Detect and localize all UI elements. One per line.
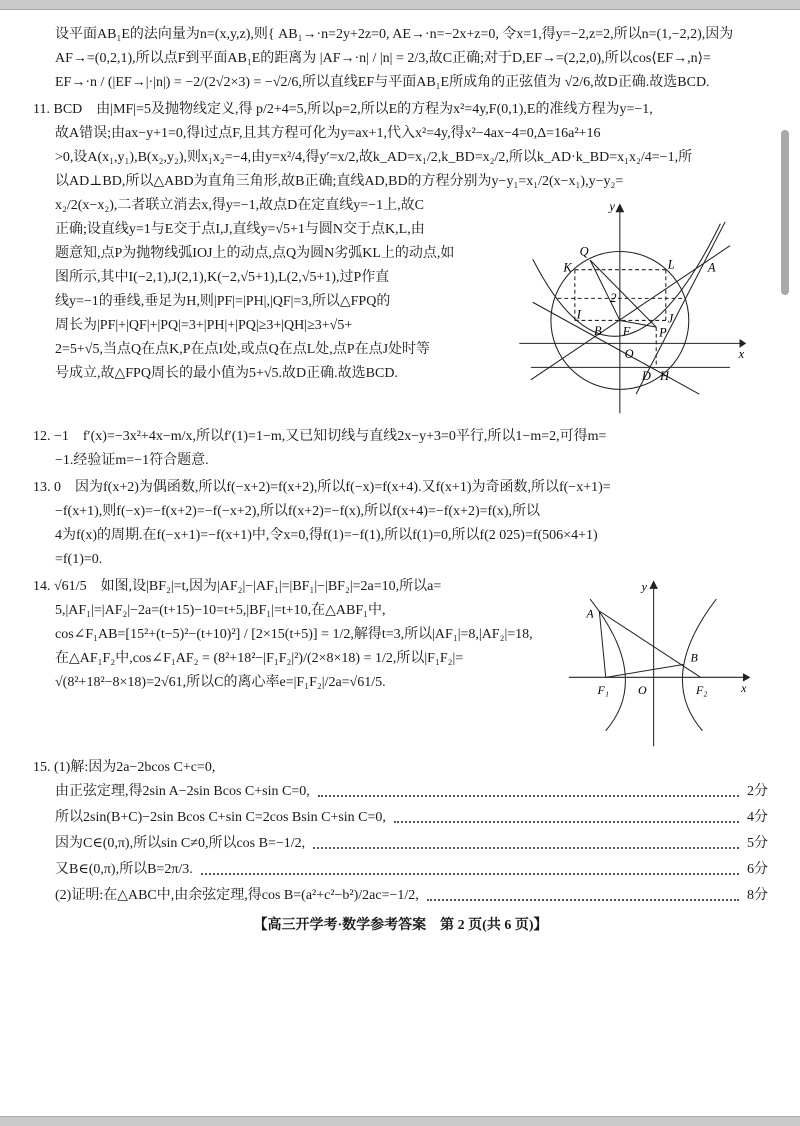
q10-line: 设平面AB₁E的法向量为n=(x,y,z),则{ AB₁→·n=2y+2z=0, AE→·n=−2x+z=0, 令x=1,得y=−2,z=2,所以n=(1,−2,2),因为 — [55, 27, 734, 42]
point-label-a: A — [586, 606, 594, 621]
point-label-i: I — [576, 307, 581, 322]
q13-line: 4为f(x)的周期.在f(−x+1)=−f(x+1)中,令x=0,得f(1)=−f(1),所以f(1)=0,所以f(2 025)=f(506×4+1) — [55, 528, 598, 543]
point-label-q: Q — [579, 244, 589, 259]
document-page — [33, 24, 768, 934]
dotted-leader — [394, 821, 739, 823]
q11-line: 图所示,其中I(−2,1),J(2,1),K(−2,√5+1),L(2,√5+1),过P作直 — [55, 270, 390, 285]
step-score: 8分 — [747, 888, 768, 903]
q13-answer — [33, 477, 768, 570]
q15-step — [33, 885, 768, 906]
q11-line: 号成立,故△FPQ周长的最小值为5+√5.故D正确.故选BCD. — [55, 366, 398, 381]
point-label-o: O — [624, 346, 634, 361]
point-label-p: P — [659, 325, 667, 340]
q15-header: 15. (1)解:因为2a−2bcos C+c=0, — [33, 760, 216, 775]
step-score: 6分 — [747, 862, 768, 877]
point-label-f: F — [622, 324, 631, 339]
q10-line: AF→=(0,2,1),所以点F到平面AB₁E的距离为 |AF→·n| / |n| = 2/3,故C正确;对于D,EF→=(2,2,0),所以cos⟨EF→,n⟩= — [55, 51, 711, 66]
q13-line: 13. 0 因为f(x+2)为偶函数,所以f(−x+2)=f(x+2),所以f(−x)=f(x+4).又f(x+1)为奇函数,所以f(−x+1)= — [33, 480, 611, 495]
step-score: 2分 — [747, 784, 768, 799]
point-label-d: D — [641, 368, 651, 383]
q15-answer — [33, 757, 768, 906]
q15-step — [33, 807, 768, 828]
q11-line: 周长为|PF|+|QF|+|PQ|=3+|PH|+|PQ|≥3+|QH|≥3+√5+ — [55, 318, 353, 333]
dotted-leader — [318, 795, 739, 797]
q12-line: −1.经验证m=−1符合题意. — [55, 453, 209, 468]
q10-line: EF→·n / (|EF→|·|n|) = −2/(2√2×3) = −√2/6,所以直线EF与平面AB₁E所成角的正弦值为 √2/6,故D正确.故选BCD. — [55, 75, 710, 90]
hyperbola-figure — [561, 576, 761, 751]
q11-line: 正确;设直线y=1与E交于点I,J,直线y=√5+1与圆N交于点K,L,由 — [55, 222, 425, 237]
q11-line: 2=5+√5,当点Q在点K,P在点I处,或点Q在点L处,点P在点J处时等 — [55, 342, 431, 357]
q11-line: 11. BCD 由|MF|=5及抛物线定义,得 p/2+4=5,所以p=2,所以E的方程为x²=4y,F(0,1),E的准线方程为y=−1, — [33, 102, 653, 117]
page-footer: 【高三开学考·数学参考答案 第 2 页(共 6 页)】 — [253, 918, 548, 933]
label-2: 2 — [610, 291, 617, 306]
dotted-leader — [427, 899, 739, 901]
axis-label-y: y — [641, 579, 647, 594]
point-label-f1: F₁ — [597, 682, 609, 697]
q15-step — [33, 859, 768, 880]
point-label-l: L — [667, 257, 675, 272]
scrollbar-thumb[interactable] — [781, 130, 789, 295]
q14-line: cos∠F₁AB=[15²+(t−5)²−(t+10)²] / [2×15(t+5)] = 1/2,解得t=3,所以|AF₁|=8,|AF₂|=18, — [55, 627, 533, 642]
axis-label-y: y — [609, 199, 615, 214]
q11-line: >0,设A(x₁,y₁),B(x₂,y₂),则x₁x₂=−4,由y=x²/4,得y′=x/2,故k_AD=x₁/2,k_BD=x₂/2,所以k_AD·k_BD=x₁x₂/4=−1,所 — [55, 150, 693, 165]
dotted-leader — [201, 873, 739, 875]
viewer-top-bar — [0, 0, 800, 10]
step-text: 所以2sin(B+C)−2sin Bcos C+sin C=2cos Bsin C+sin C=0, — [55, 810, 386, 825]
q15-step — [33, 781, 768, 802]
q14-answer — [33, 576, 768, 751]
axis-label-x: x — [738, 346, 745, 361]
q11-line: x₂/2(x−x₂),二者联立消去x,得y=−1,故点D在定直线y=−1上,故C — [55, 198, 424, 213]
q13-line: =f(1)=0. — [55, 552, 103, 567]
dotted-leader — [313, 847, 739, 849]
point-label-o: O — [637, 682, 647, 697]
point-label-f2: F₂ — [696, 682, 708, 697]
q11-line: 线y=−1的垂线,垂足为H,则|PF|=|PH|,|QF|=3,所以△FPQ的 — [55, 294, 391, 309]
q12-answer — [33, 426, 768, 471]
step-score: 5分 — [747, 836, 768, 851]
q14-line: 在△AF₁F₂中,cos∠F₁AF₂ = (8²+18²−|F₁F₂|²)/(2×8×18) = 1/2,所以|F₁F₂|= — [55, 651, 464, 666]
parabola-circle-figure — [519, 195, 759, 420]
point-label-h: H — [660, 368, 670, 383]
q11-line: 以AD⊥BD,所以△ABD为直角三角形,故B正确;直线AD,BD的方程分别为y−y₁=x₁/2(x−x₁),y−y₂= — [55, 174, 624, 189]
point-label-j: J — [667, 311, 674, 326]
q11-line: 题意知,点P为抛物线弧IOJ上的动点,点Q为圆N劣弧KL上的动点,如 — [55, 246, 455, 261]
q14-line: √(8²+18²−8×18)=2√61,所以C的离心率e=|F₁F₂|/2a=√61/5. — [55, 675, 386, 690]
step-text: 由正弦定理,得2sin A−2sin Bcos C+sin C=0, — [55, 784, 310, 799]
q11-line: 故A错误;由ax−y+1=0,得l过点F,且其方程可化为y=ax+1,代入x²=4y,得x²−4ax−4=0,Δ=16a²+16 — [55, 126, 601, 141]
step-text: 因为C∈(0,π),所以sin C≠0,所以cos B=−1/2, — [55, 836, 306, 851]
q12-line: 12. −1 f′(x)=−3x²+4x−m/x,所以f′(1)=1−m,又已知切线与直线2x−y+3=0平行,所以1−m=2,可得m= — [33, 429, 607, 444]
q10-continuation — [33, 24, 768, 93]
step-text: (2)证明:在△ABC中,由余弦定理,得cos B=(a²+c²−b²)/2ac=−1/2, — [55, 888, 419, 903]
q14-line: 14. √61/5 如图,设|BF₂|=t,因为|AF₂|−|AF₁|=|BF₁|−|BF₂|=2a=10,所以a= — [33, 579, 442, 594]
q11-answer — [33, 99, 768, 420]
q14-line: 5,|AF₁|=|AF₂|−2a=(t+15)−10=t+5,|BF₁|=t+10,在△ABF₁中, — [55, 603, 386, 618]
step-score: 4分 — [747, 810, 768, 825]
q13-line: −f(x+1),则f(−x)=−f(x+2)=−f(−x+2),所以f(x+2)=−f(x),所以f(x+4)=−f(x+2)=f(x),所以 — [55, 504, 540, 519]
step-text: 又B∈(0,π),所以B=2π/3. — [55, 862, 193, 877]
axis-label-x: x — [741, 681, 747, 696]
point-label-a: A — [707, 260, 716, 275]
q15-step — [33, 833, 768, 854]
point-label-k: K — [563, 260, 572, 275]
point-label-b: B — [594, 323, 602, 338]
point-label-b: B — [690, 650, 698, 665]
